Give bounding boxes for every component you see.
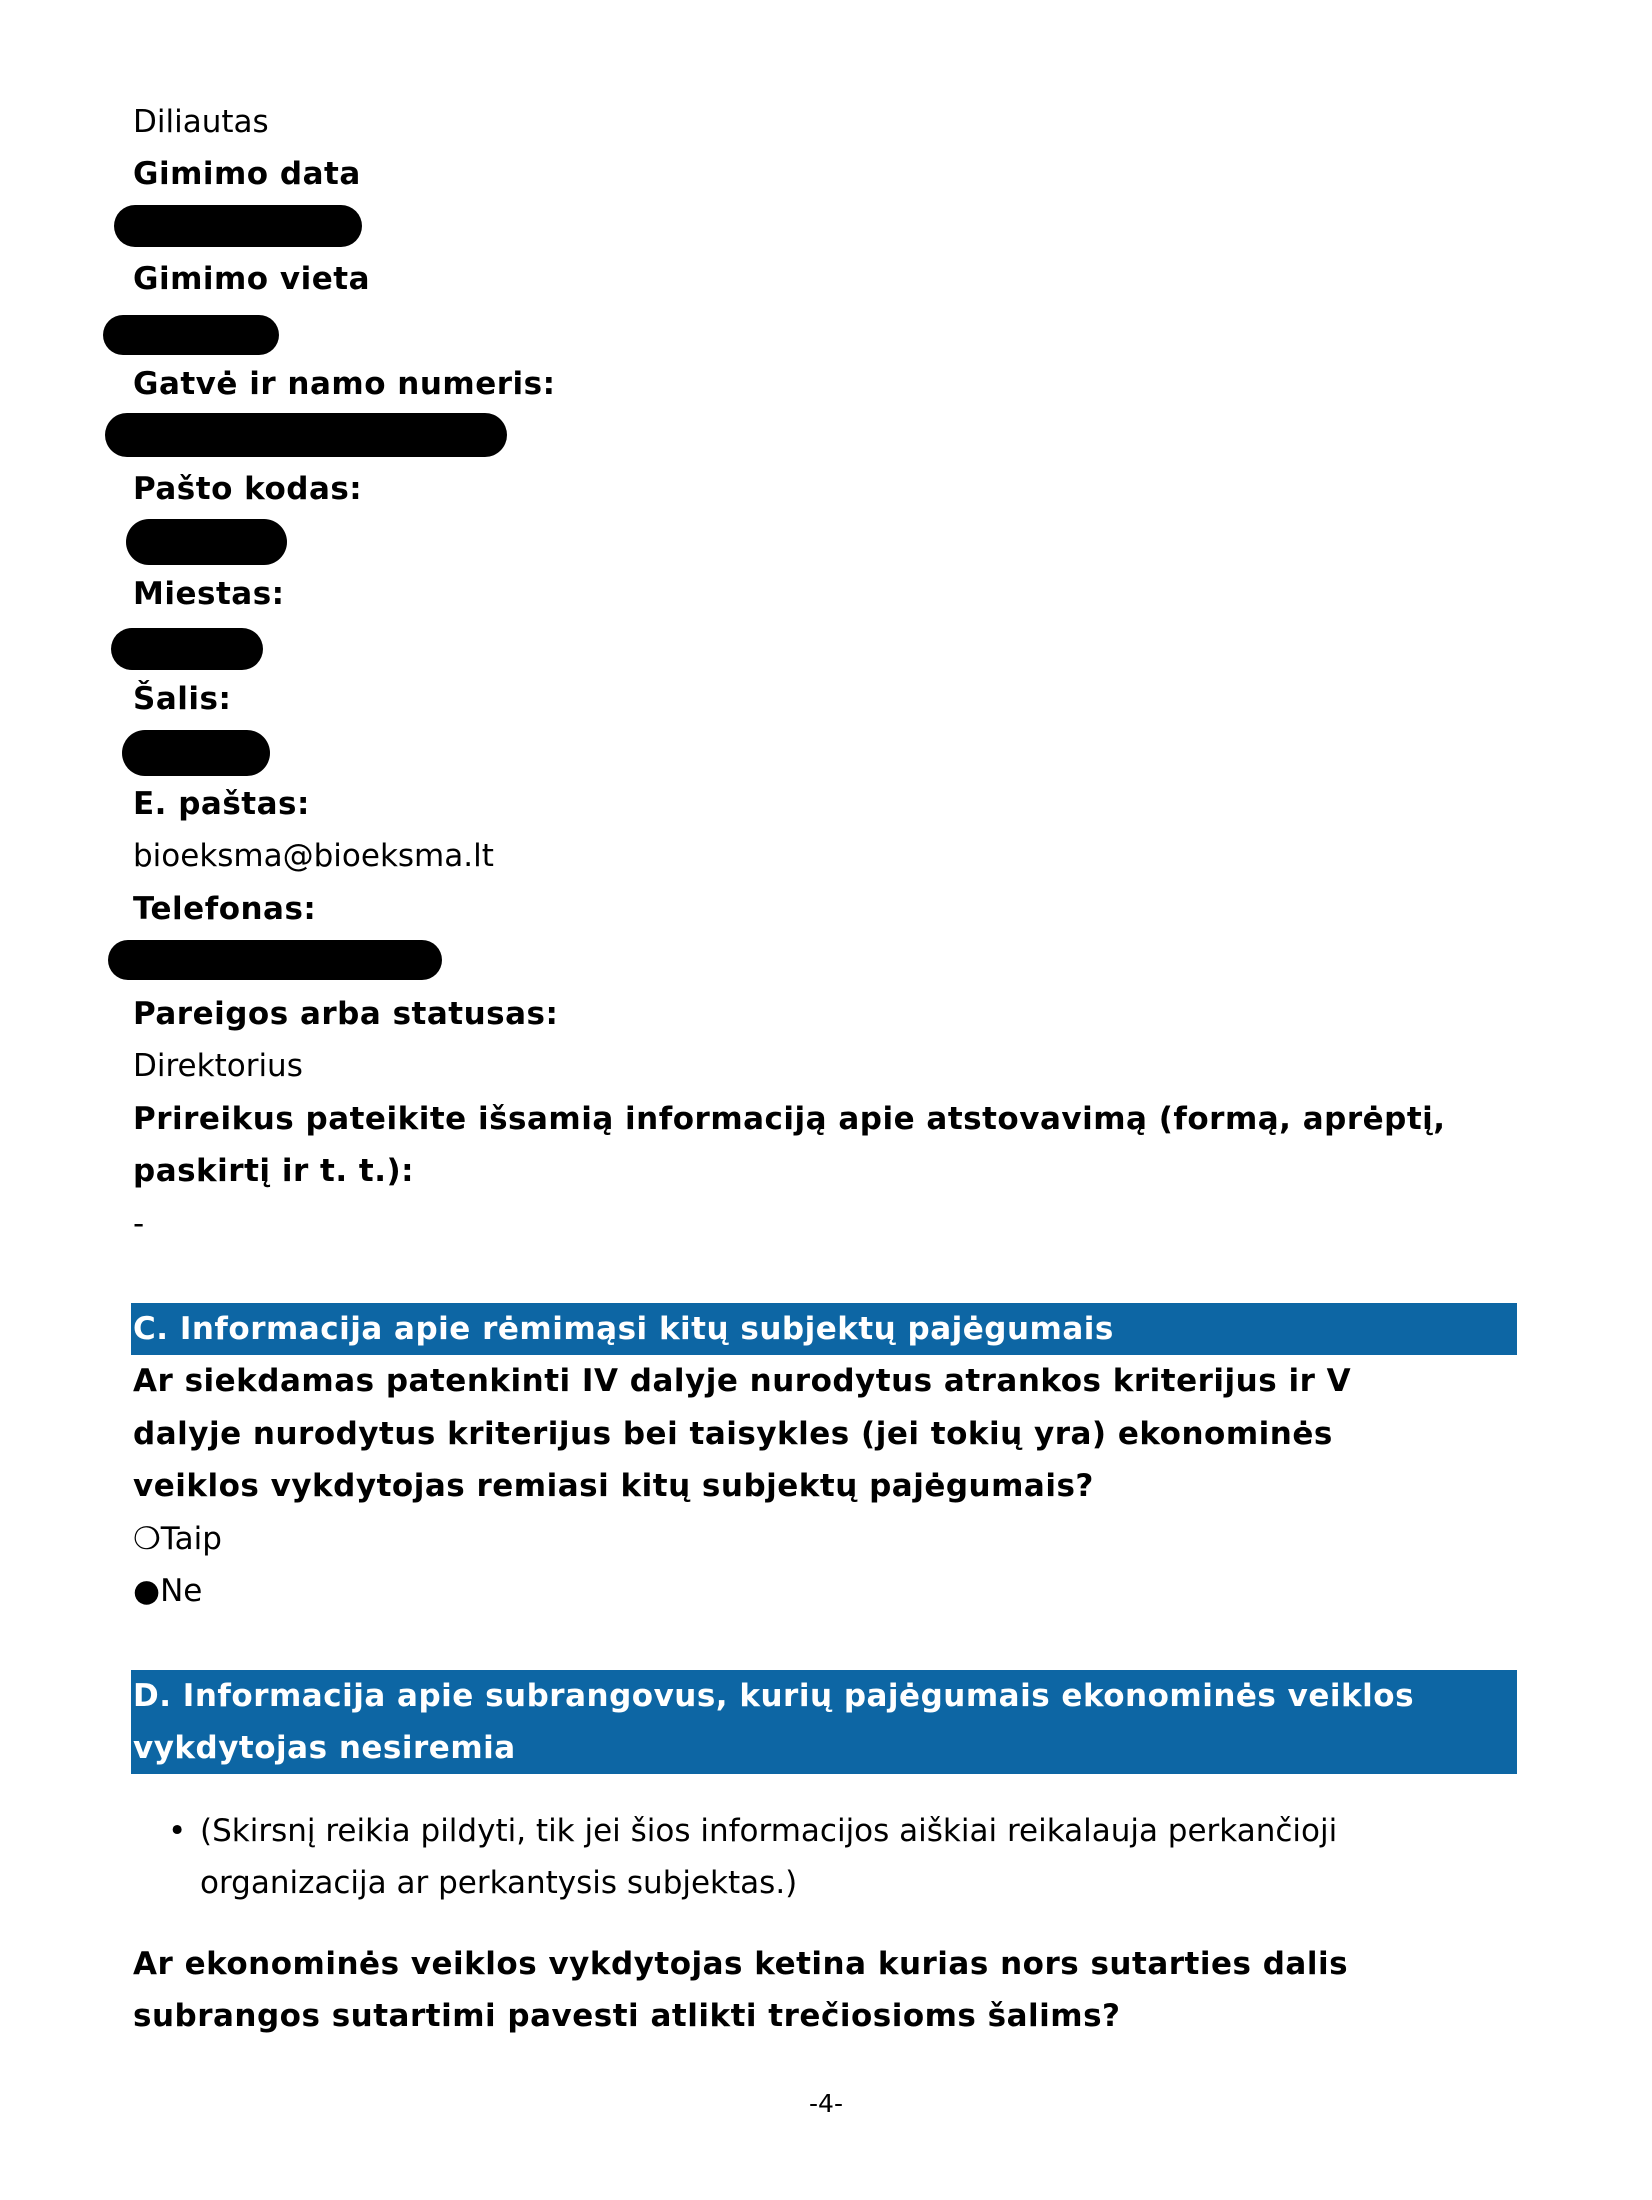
redaction-country: [122, 730, 270, 776]
phone-label: Telefonas:: [133, 891, 317, 927]
email-value: bioeksma@bioeksma.lt: [133, 838, 494, 874]
section-c-question-line1: Ar siekdamas patenkinti IV dalyje nurodytus atrankos kriterijus ir V: [133, 1363, 1352, 1399]
postal-code-label: Pašto kodas:: [133, 471, 363, 507]
redaction-phone: [108, 940, 442, 980]
birth-place-label: Gimimo vieta: [133, 261, 370, 297]
redaction-postal-code: [126, 519, 287, 565]
position-value: Direktorius: [133, 1048, 303, 1084]
bullet-icon: •: [168, 1813, 187, 1849]
representation-label-line2: paskirtį ir t. t.):: [133, 1153, 415, 1189]
redaction-birth-place: [103, 315, 279, 355]
section-d-heading: [131, 1670, 1517, 1774]
position-label: Pareigos arba statusas:: [133, 996, 559, 1032]
city-label: Miestas:: [133, 576, 285, 612]
representation-label-line1: Prireikus pateikite išsamią informaciją apie atstovavimą (formą, aprėptį,: [133, 1101, 1446, 1137]
email-label: E. paštas:: [133, 786, 310, 822]
option-taip-label: Taip: [160, 1521, 222, 1557]
section-c-question-line3: veiklos vykdytojas remiasi kitų subjektų pajėgumais?: [133, 1468, 1094, 1504]
section-d-note-line1: (Skirsnį reikia pildyti, tik jei šios informacijos aiškiai reikalauja perkančioji: [200, 1813, 1338, 1849]
option-taip: [133, 1513, 222, 1565]
representation-value: -: [133, 1206, 145, 1242]
page-number: -4-: [809, 2089, 843, 2118]
section-d-title-line2: vykdytojas nesiremia: [133, 1730, 516, 1766]
option-ne: [133, 1565, 202, 1617]
redaction-city: [111, 628, 263, 670]
section-d-question-line1: Ar ekonominės veiklos vykdytojas ketina kurias nors sutarties dalis: [133, 1946, 1349, 1982]
section-d-note-line2: organizacija ar perkantysis subjektas.): [200, 1865, 798, 1901]
redaction-birth-date: [114, 205, 362, 247]
radio-empty-icon: ❍: [133, 1521, 161, 1557]
section-d-question-line2: subrangos sutartimi pavesti atlikti trečiosioms šalims?: [133, 1998, 1121, 2034]
option-ne-label: Ne: [160, 1573, 203, 1609]
section-c-heading: C. Informacija apie rėmimąsi kitų subjektų pajėgumais: [131, 1303, 1517, 1355]
section-d-title-line1: D. Informacija apie subrangovus, kurių pajėgumais ekonominės veiklos: [133, 1678, 1415, 1714]
country-label: Šalis:: [133, 681, 232, 717]
birth-date-label: Gimimo data: [133, 156, 361, 192]
radio-filled-icon: ●: [133, 1573, 161, 1609]
redaction-street: [105, 413, 507, 457]
section-c-question-line2: dalyje nurodytus kriterijus bei taisykles (jei tokių yra) ekonominės: [133, 1416, 1333, 1452]
surname-value: Diliautas: [133, 104, 269, 140]
street-label: Gatvė ir namo numeris:: [133, 366, 556, 402]
